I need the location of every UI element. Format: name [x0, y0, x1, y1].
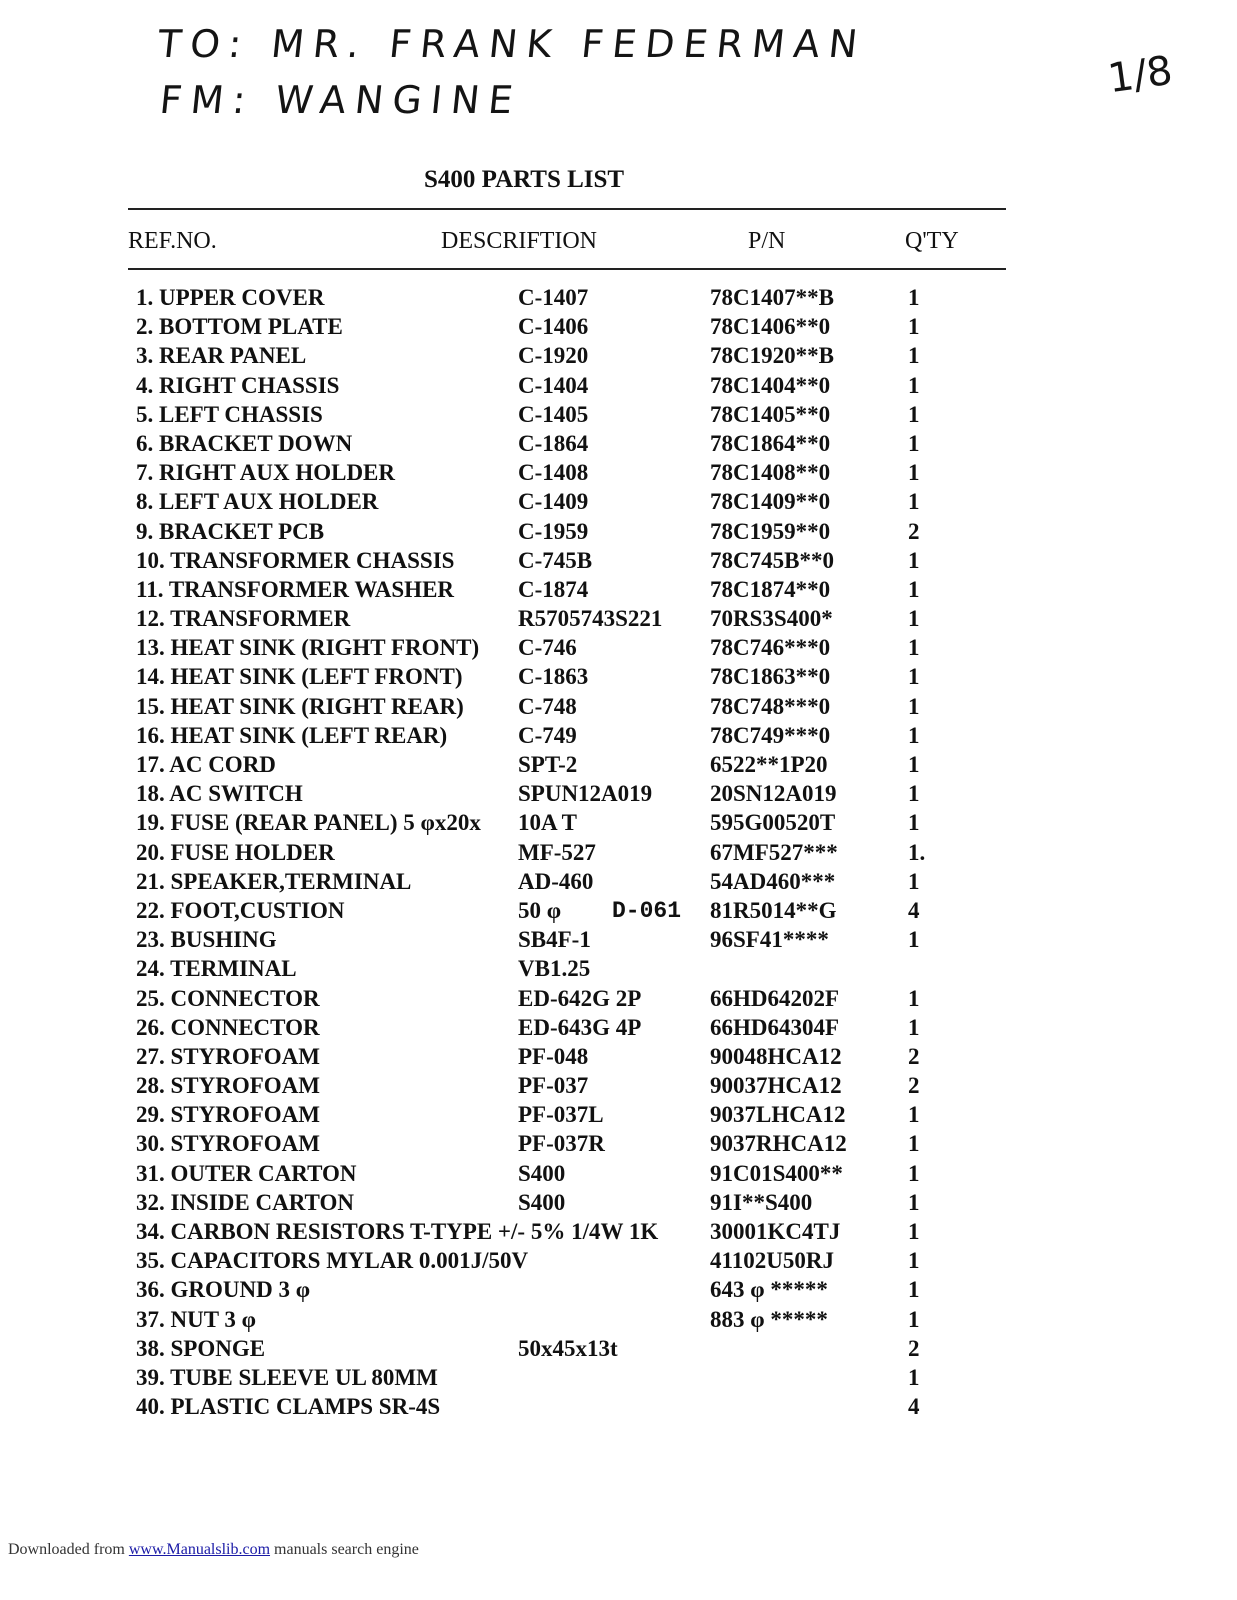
part-name: 3. REAR PANEL — [136, 343, 307, 369]
part-number: 91I**S400 — [710, 1189, 813, 1215]
part-number: 78C1920**B — [710, 343, 834, 369]
part-name: 19. FUSE (REAR PANEL) 5 φx20x — [136, 810, 481, 836]
part-number: 78C1408**0 — [710, 460, 831, 486]
part-description: C-1864 — [518, 430, 589, 456]
download-footer — [8, 1541, 419, 1559]
part-number: 595G00520T — [710, 810, 836, 836]
footer-prefix: Downloaded from — [8, 1541, 129, 1558]
part-description: 50 φ — [518, 897, 562, 923]
part-number: 78C1406**0 — [710, 314, 831, 340]
table-row — [0, 1190, 1237, 1219]
part-description: VB1.25 — [518, 956, 591, 982]
table-row — [0, 664, 1237, 693]
part-number: 30001KC4TJ — [710, 1219, 841, 1244]
table-row — [0, 285, 1237, 314]
part-description: PF-037L — [518, 1102, 604, 1128]
part-quantity: 1 — [908, 1277, 920, 1303]
part-number: 70RS3S400* — [710, 606, 833, 632]
part-description: C-1874 — [518, 576, 589, 602]
table-row — [0, 840, 1237, 869]
part-description: ED-642G 2P — [518, 985, 642, 1011]
part-number: 78C1409**0 — [710, 489, 831, 515]
part-description: S400 — [518, 1160, 566, 1186]
table-row — [0, 869, 1237, 898]
part-quantity: 1 — [908, 1248, 920, 1274]
part-description: 10A T — [518, 810, 578, 836]
part-description: C-1405 — [518, 401, 589, 427]
table-row — [0, 519, 1237, 548]
table-row — [0, 373, 1237, 402]
part-quantity: 1 — [908, 664, 920, 690]
part-name: 38. SPONGE — [136, 1335, 266, 1361]
part-name: 8. LEFT AUX HOLDER — [136, 489, 379, 515]
part-quantity: 1 — [908, 927, 920, 953]
part-quantity: 1 — [908, 343, 920, 369]
part-description: SB4F-1 — [518, 927, 591, 953]
part-number: 78C749***0 — [710, 722, 831, 748]
part-name: 2. BOTTOM PLATE — [136, 314, 343, 340]
table-row — [0, 606, 1237, 635]
part-number: 643 φ ***** — [710, 1277, 828, 1303]
part-quantity: 1 — [908, 693, 920, 719]
table-row — [0, 1161, 1237, 1190]
part-quantity: 1 — [908, 635, 920, 661]
part-description: 50x45x13t — [518, 1335, 618, 1361]
handwritten-page-number: 1/8 — [1105, 47, 1176, 103]
part-name: 10. TRANSFORMER CHASSIS — [136, 547, 455, 573]
part-quantity: 1 — [908, 606, 920, 632]
part-name: 22. FOOT,CUSTION — [136, 897, 345, 923]
part-quantity: 1 — [908, 1306, 920, 1332]
part-quantity: 1 — [908, 314, 920, 340]
part-number: 78C745B**0 — [710, 547, 834, 573]
table-row — [0, 1102, 1237, 1131]
part-quantity: 1 — [908, 1364, 920, 1390]
part-description: C-1407 — [518, 285, 589, 310]
part-quantity: 2 — [908, 1335, 920, 1361]
table-row — [0, 810, 1237, 839]
part-name: 26. CONNECTOR — [136, 1014, 320, 1040]
part-number: 78C1407**B — [710, 285, 834, 310]
table-row — [0, 431, 1237, 460]
table-row — [0, 723, 1237, 752]
part-quantity: 1 — [908, 1014, 920, 1040]
part-name: 9. BRACKET PCB — [136, 518, 325, 544]
part-quantity: 1. — [908, 839, 926, 865]
part-number: 78C1864**0 — [710, 430, 831, 456]
part-number: 96SF41**** — [710, 927, 829, 953]
part-quantity: 1 — [908, 489, 920, 515]
part-description: C-748 — [518, 693, 577, 719]
part-name: 5. LEFT CHASSIS — [136, 401, 323, 427]
table-row — [0, 489, 1237, 518]
part-description: C-1863 — [518, 664, 589, 690]
part-name: 18. AC SWITCH — [136, 781, 303, 807]
part-description: C-749 — [518, 722, 577, 748]
part-name: 35. CAPACITORS MYLAR 0.001J/50V — [136, 1248, 529, 1274]
part-description: C-746 — [518, 635, 577, 661]
part-quantity: 1 — [908, 430, 920, 456]
part-description: R5705743S221 — [518, 606, 663, 632]
table-row — [0, 402, 1237, 431]
part-quantity: 4 — [908, 1394, 920, 1420]
part-number: 41102U50RJ — [710, 1248, 834, 1274]
part-name: 39. TUBE SLEEVE UL 80MM — [136, 1364, 438, 1390]
column-header-description: DESCRIFTION — [441, 228, 598, 254]
part-number: 66HD64202F — [710, 985, 840, 1011]
part-number: 66HD64304F — [710, 1014, 840, 1040]
table-row — [0, 898, 1237, 927]
part-name: 34. CARBON RESISTORS T-TYPE +/- 5% 1/4W 1K — [136, 1219, 659, 1244]
part-quantity: 1 — [908, 460, 920, 486]
part-description: SPT-2 — [518, 752, 578, 777]
part-number: 78C1404**0 — [710, 372, 831, 398]
part-description: PF-037 — [518, 1073, 589, 1099]
part-number: 91C01S400** — [710, 1160, 843, 1186]
part-name: 37. NUT 3 φ — [136, 1306, 256, 1332]
part-name: 25. CONNECTOR — [136, 985, 320, 1011]
part-quantity: 2 — [908, 518, 920, 544]
part-number: 20SN12A019 — [710, 781, 837, 807]
table-row — [0, 577, 1237, 606]
part-name: 30. STYROFOAM — [136, 1131, 320, 1157]
part-name: 4. RIGHT CHASSIS — [136, 372, 340, 398]
part-name: 11. TRANSFORMER WASHER — [136, 576, 455, 602]
document-title: S400 PARTS LIST — [424, 166, 625, 193]
part-quantity: 1 — [908, 547, 920, 573]
part-quantity: 1 — [908, 1102, 920, 1128]
part-name: 15. HEAT SINK (RIGHT REAR) — [136, 693, 464, 719]
part-quantity: 2 — [908, 1073, 920, 1099]
part-number: 54AD460*** — [710, 868, 836, 894]
part-quantity: 1 — [908, 576, 920, 602]
part-number: 67MF527*** — [710, 839, 838, 865]
part-description: C-1409 — [518, 489, 589, 515]
handwritten-from-line: FM: WANGINE — [157, 78, 524, 122]
part-description-extra: D-061 — [612, 897, 682, 924]
header-bottom-rule — [128, 268, 1006, 270]
table-row — [0, 1394, 1237, 1423]
part-name: 28. STYROFOAM — [136, 1073, 320, 1099]
part-quantity: 1 — [908, 985, 920, 1011]
table-row — [0, 314, 1237, 343]
table-row — [0, 986, 1237, 1015]
manualslib-link[interactable]: www.Manualslib.com — [128, 1541, 271, 1558]
table-row — [0, 1277, 1237, 1306]
part-name: 7. RIGHT AUX HOLDER — [136, 460, 396, 486]
part-quantity: 1 — [908, 752, 920, 777]
part-description: C-1406 — [518, 314, 589, 340]
column-header-pn: P/N — [748, 228, 786, 254]
parts-list — [0, 285, 1237, 1423]
part-quantity: 1 — [908, 868, 920, 894]
part-name: 40. PLASTIC CLAMPS SR-4S — [136, 1394, 441, 1420]
part-quantity: 1 — [908, 1160, 920, 1186]
part-name: 31. OUTER CARTON — [136, 1160, 357, 1186]
part-quantity: 1 — [908, 810, 920, 836]
table-row — [0, 635, 1237, 664]
table-row — [0, 1131, 1237, 1160]
part-quantity: 1 — [908, 401, 920, 427]
part-number: 9037LHCA12 — [710, 1102, 846, 1128]
part-name: 24. TERMINAL — [136, 956, 297, 982]
part-number: 78C748***0 — [710, 693, 831, 719]
part-description: C-1920 — [518, 343, 589, 369]
table-row — [0, 781, 1237, 810]
part-name: 6. BRACKET DOWN — [136, 430, 353, 456]
part-number: 78C1874**0 — [710, 576, 831, 602]
part-name: 20. FUSE HOLDER — [136, 839, 335, 865]
part-name: 29. STYROFOAM — [136, 1102, 320, 1128]
table-row — [0, 548, 1237, 577]
part-description: MF-527 — [518, 839, 596, 865]
part-number: 81R5014**G — [710, 897, 837, 923]
part-quantity: 1 — [908, 285, 920, 310]
part-name: 36. GROUND 3 φ — [136, 1277, 311, 1303]
table-row — [0, 694, 1237, 723]
table-row — [0, 1307, 1237, 1336]
header-top-rule — [128, 208, 1006, 210]
part-number: 9037RHCA12 — [710, 1131, 847, 1157]
part-name: 17. AC CORD — [136, 752, 276, 777]
part-description: PF-037R — [518, 1131, 605, 1157]
part-description: C-1408 — [518, 460, 589, 486]
part-number: 6522**1P20 — [710, 752, 828, 777]
part-description: S400 — [518, 1189, 566, 1215]
table-row — [0, 1015, 1237, 1044]
part-name: 14. HEAT SINK (LEFT FRONT) — [136, 664, 463, 690]
table-row — [0, 1219, 1237, 1248]
part-description: AD-460 — [518, 868, 594, 894]
part-name: 21. SPEAKER,TERMINAL — [136, 868, 412, 894]
part-name: 1. UPPER COVER — [136, 285, 325, 310]
table-row — [0, 1073, 1237, 1102]
part-number: 78C1863**0 — [710, 664, 831, 690]
part-name: 12. TRANSFORMER — [136, 606, 351, 632]
part-name: 32. INSIDE CARTON — [136, 1189, 354, 1215]
part-quantity: 1 — [908, 781, 920, 807]
table-row — [0, 752, 1237, 781]
part-quantity: 1 — [908, 722, 920, 748]
table-row — [0, 1365, 1237, 1394]
part-description: C-1959 — [518, 518, 589, 544]
part-quantity: 4 — [908, 897, 920, 923]
part-number: 78C746***0 — [710, 635, 831, 661]
part-number: 78C1959**0 — [710, 518, 831, 544]
part-quantity: 1 — [908, 1131, 920, 1157]
part-quantity: 1 — [908, 1189, 920, 1215]
table-row — [0, 1248, 1237, 1277]
part-quantity: 1 — [908, 1219, 920, 1244]
column-header-ref: REF.NO. — [128, 228, 217, 254]
handwritten-to-line: TO: MR. FRANK FEDERMAN — [155, 22, 869, 66]
column-header-qty: Q'TY — [905, 228, 959, 254]
part-name: 13. HEAT SINK (RIGHT FRONT) — [136, 635, 480, 661]
footer-suffix: manuals search engine — [270, 1541, 419, 1558]
table-row — [0, 956, 1237, 985]
part-quantity: 2 — [908, 1043, 920, 1069]
part-description: PF-048 — [518, 1043, 589, 1069]
part-number: 883 φ ***** — [710, 1306, 828, 1332]
table-row — [0, 927, 1237, 956]
part-quantity: 1 — [908, 372, 920, 398]
part-number: 90048HCA12 — [710, 1043, 842, 1069]
table-row — [0, 343, 1237, 372]
part-number: 78C1405**0 — [710, 401, 831, 427]
part-name: 16. HEAT SINK (LEFT REAR) — [136, 722, 448, 748]
part-description: SPUN12A019 — [518, 781, 653, 807]
part-number: 90037HCA12 — [710, 1073, 842, 1099]
part-description: ED-643G 4P — [518, 1014, 642, 1040]
part-name: 27. STYROFOAM — [136, 1043, 320, 1069]
table-row — [0, 1044, 1237, 1073]
table-row — [0, 1336, 1237, 1365]
part-description: C-745B — [518, 547, 593, 573]
part-name: 23. BUSHING — [136, 927, 277, 953]
part-description: C-1404 — [518, 372, 589, 398]
table-row — [0, 460, 1237, 489]
